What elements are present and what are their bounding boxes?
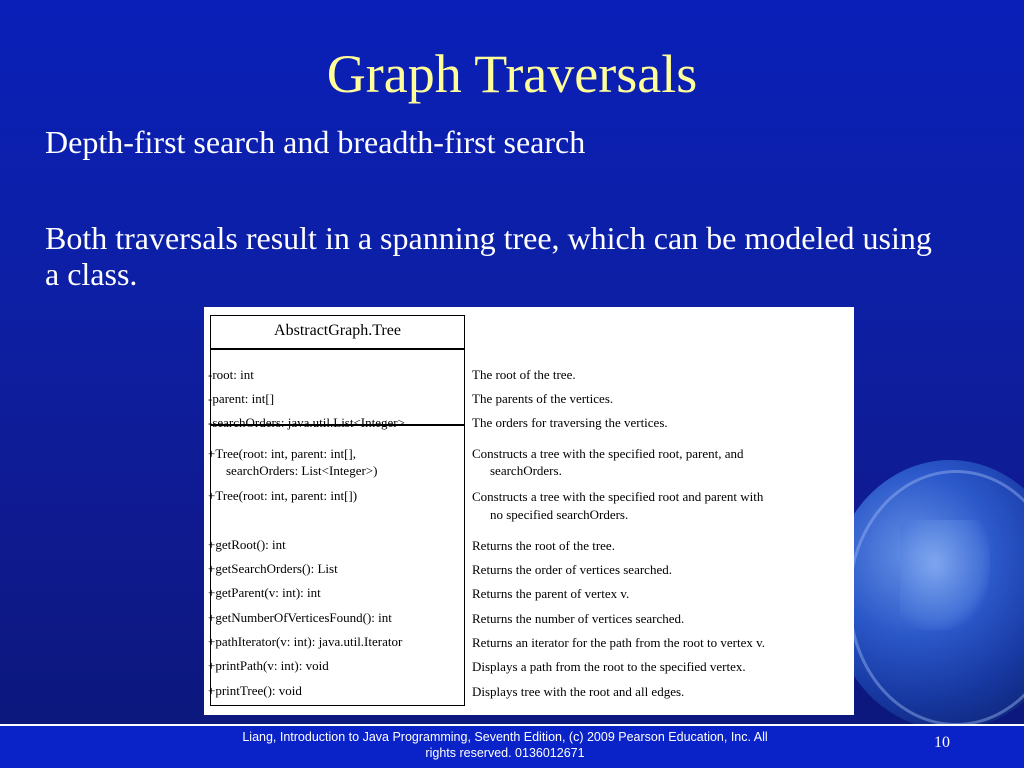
- uml-class-name: AbstractGraph.Tree: [211, 316, 464, 350]
- uml-method-path-iterator-description: Returns an iterator for the path from the root to vertex v.: [472, 635, 766, 650]
- uml-method-path-iterator: +pathIterator(v: int): java.util.Iterator: [208, 634, 403, 649]
- uml-field-parent: -parent: int[]: [208, 391, 275, 406]
- uml-diagram-panel: [204, 307, 854, 715]
- uml-method-print-tree-description: Displays tree with the root and all edges.: [472, 684, 685, 699]
- footer-bar: [0, 724, 1024, 768]
- bullet-dfs-bfs: Depth-first search and breadth-first search: [45, 124, 586, 160]
- uml-method-print-tree: +printTree(): void: [208, 683, 302, 698]
- uml-method-get-root: +getRoot(): int: [208, 537, 286, 552]
- uml-method-get-parent: +getParent(v: int): int: [208, 585, 321, 600]
- footer-copyright: [195, 729, 815, 761]
- footer-divider: [0, 724, 1024, 726]
- uml-field-search-orders-description: The orders for traversing the vertices.: [472, 415, 668, 430]
- bullet-spanning-tree: Both traversals result in a spanning tree, which can be modeled using a class.: [45, 220, 932, 292]
- uml-method-tree-constructor-1: +Tree(root: int, parent: int[],: [208, 446, 357, 461]
- uml-field-parent-description: The parents of the vertices.: [472, 391, 614, 406]
- globe-highlight: [900, 520, 990, 630]
- uml-method-get-search-orders: +getSearchOrders(): List: [208, 561, 338, 576]
- uml-field-root: -root: int: [208, 367, 254, 382]
- uml-method-get-number-of-vertices-found: +getNumberOfVerticesFound(): int: [208, 610, 392, 625]
- footer-copyright-line-1: Liang, Introduction to Java Programming, Seventh Edition, (c) 2009 Pearson Education, Inc. All: [242, 730, 768, 744]
- uml-method-tree-constructor-1-description-cont: searchOrders.: [490, 463, 562, 478]
- uml-method-tree-constructor-2-description: Constructs a tree with the specified root and parent with: [472, 489, 764, 504]
- uml-method-print-path-description: Displays a path from the root to the specified vertex.: [472, 659, 746, 674]
- uml-method-get-root-description: Returns the root of the tree.: [472, 538, 615, 553]
- slide-title: Graph Traversals: [326, 44, 698, 104]
- uml-field-search-orders: -searchOrders: java.util.List<Integer>: [208, 415, 405, 430]
- uml-method-print-path: +printPath(v: int): void: [208, 658, 329, 673]
- uml-field-root-description: The root of the tree.: [472, 367, 576, 382]
- footer-copyright-line-2: rights reserved. 0136012671: [425, 746, 585, 760]
- uml-method-tree-constructor-1-description: Constructs a tree with the specified root, parent, and: [472, 446, 744, 461]
- uml-method-tree-constructor-2: +Tree(root: int, parent: int[]): [208, 488, 358, 503]
- page-number: 10: [934, 734, 950, 751]
- uml-method-get-number-of-vertices-found-description: Returns the number of vertices searched.: [472, 611, 685, 626]
- uml-method-get-search-orders-description: Returns the order of vertices searched.: [472, 562, 672, 577]
- uml-method-get-parent-description: Returns the parent of vertex v.: [472, 586, 630, 601]
- uml-method-tree-constructor-2-description-cont: no specified searchOrders.: [490, 507, 629, 522]
- uml-method-tree-constructor-1-cont: searchOrders: List<Integer>): [226, 463, 378, 478]
